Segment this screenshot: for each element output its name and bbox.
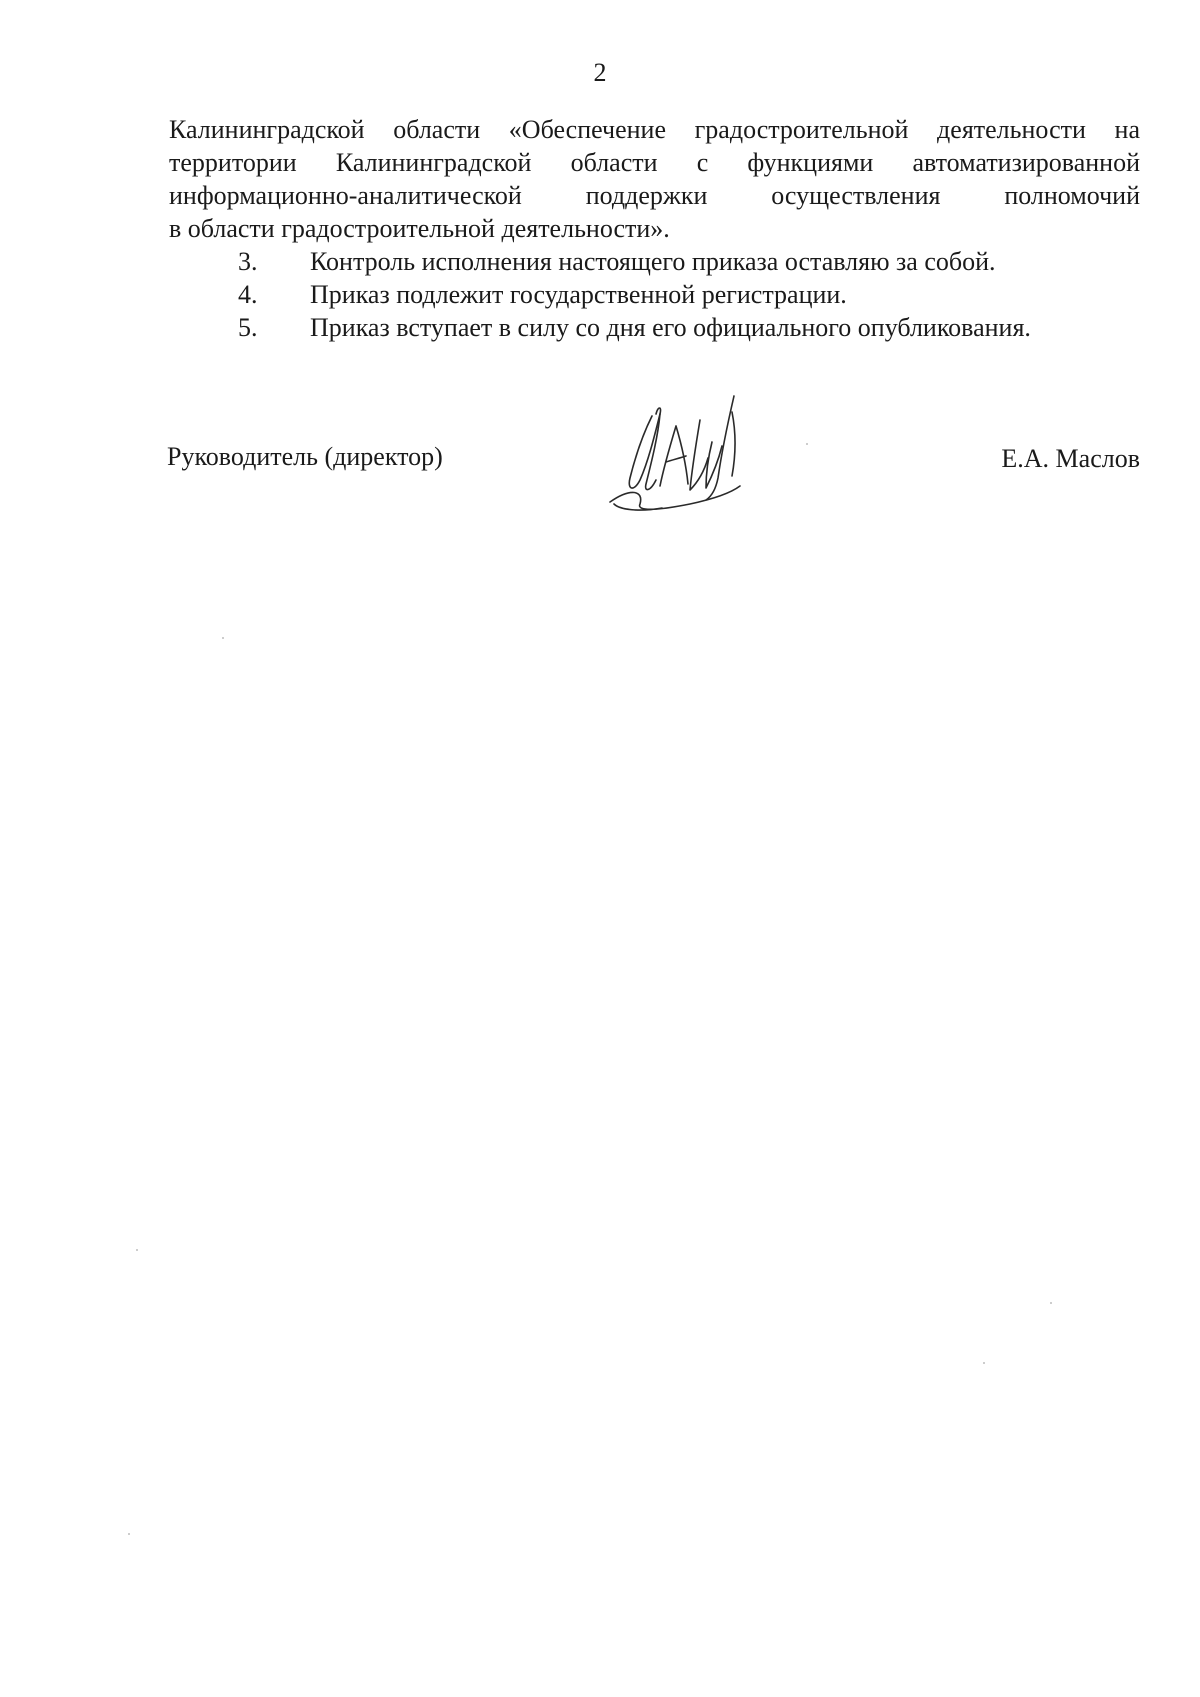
paragraph-line: информационно-аналитической поддержки осуществления полномочий — [169, 181, 1140, 210]
scan-speck — [128, 1533, 130, 1535]
handwritten-signature — [600, 392, 790, 522]
item-number: 5. — [238, 313, 258, 342]
paragraph-line: в области градостроительной деятельности». — [169, 214, 670, 243]
item-number: 4. — [238, 280, 258, 309]
paragraph-line: территории Калининградской области с функциями автоматизированной — [169, 148, 1140, 177]
item-text: Контроль исполнения настоящего приказа оставляю за собой. — [310, 247, 996, 276]
scan-speck — [806, 443, 808, 445]
item-text: Приказ подлежит государственной регистрации. — [310, 280, 847, 309]
numbered-item — [0, 278, 1200, 311]
signatory-name: Е.А. Маслов — [1001, 444, 1140, 473]
scan-speck — [136, 1249, 138, 1251]
scan-speck — [222, 637, 224, 639]
paragraph-line: Калининградской области «Обеспечение градостроительной деятельности на — [169, 115, 1140, 144]
item-text: Приказ вступает в силу со дня его официального опубликования. — [310, 313, 1031, 342]
numbered-item — [0, 311, 1200, 344]
scan-speck — [983, 1362, 985, 1364]
item-number: 3. — [238, 247, 258, 276]
scan-speck — [1050, 1302, 1052, 1304]
paragraph-continuation — [169, 113, 1140, 245]
page-number: 2 — [593, 58, 607, 87]
signatory-position: Руководитель (директор) — [167, 442, 443, 471]
numbered-item — [0, 245, 1200, 278]
